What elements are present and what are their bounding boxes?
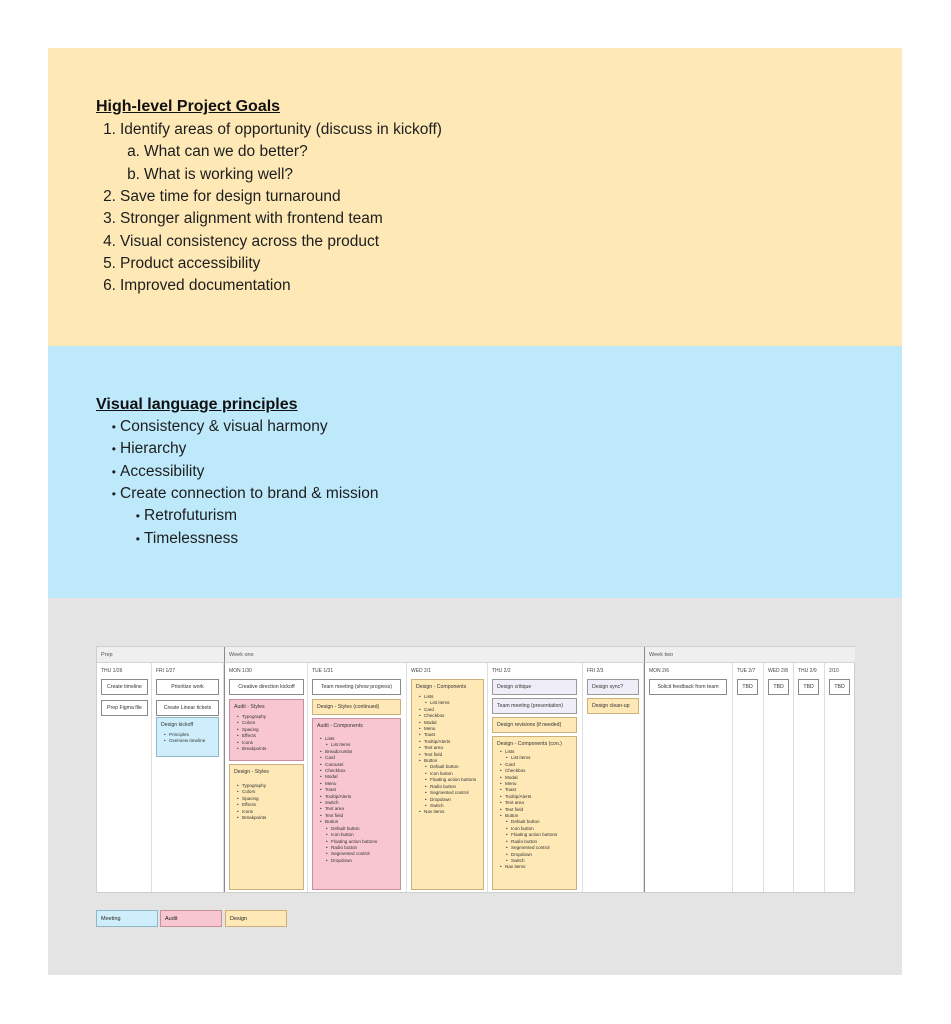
list-item: • Typography (242, 714, 299, 720)
card-design-styles[interactable] (229, 764, 304, 890)
kickoff-list (161, 732, 214, 745)
list-item: • Spacing (242, 727, 299, 733)
day-label: FRI 2/3 (587, 668, 604, 674)
list-item: • Text field (424, 752, 479, 758)
list-item: • Toast (325, 787, 396, 793)
card-tbd[interactable]: TBD (798, 679, 819, 695)
list-item: • Icons (242, 740, 299, 746)
goals-title: High-level Project Goals (96, 98, 281, 115)
day-column (224, 663, 308, 892)
list-item: • Nav items (424, 809, 479, 815)
list-item: • Menu (424, 726, 479, 732)
list-item: • Text area (424, 745, 479, 751)
card-design-components[interactable] (411, 679, 484, 890)
timeline-board (96, 646, 855, 893)
card-design-critique[interactable]: Design critique (492, 679, 577, 695)
card-design-cleanup[interactable]: Design clean-up (587, 698, 639, 714)
card-solicit-feedback[interactable]: Solicit feedback from team (649, 679, 727, 695)
list-item: • Default button (325, 826, 396, 832)
day-column (794, 663, 825, 892)
week-header-week-two: Week two (644, 647, 855, 663)
list-item: • Card (424, 707, 479, 713)
list-item: • Modal (424, 720, 479, 726)
card-create-linear[interactable]: Create Linear tickets (156, 700, 219, 716)
day-label: FRI 1/27 (156, 668, 176, 674)
list-item: • Toast (505, 787, 572, 793)
card-prioritize[interactable]: Prioritize work (156, 679, 219, 695)
day-label: TUE 2/7 (737, 668, 756, 674)
list-item: • Floating action buttons (424, 777, 479, 783)
list-item: • Checkbox (325, 768, 396, 774)
list-item: • Carousel (325, 762, 396, 768)
day-column (644, 663, 733, 892)
day-column (308, 663, 407, 892)
components-list (497, 749, 572, 871)
day-label: 2/10 (829, 668, 839, 674)
list-item: • Breadcrumbs (325, 749, 396, 755)
card-title: Design - Styles (234, 769, 269, 775)
day-column (583, 663, 644, 892)
day-label: THU 2/2 (492, 668, 511, 674)
card-team-meeting-show[interactable]: Team meeting (show progress) (312, 679, 401, 695)
day-label: THU 2/9 (798, 668, 817, 674)
list-item: • Default button (505, 819, 572, 825)
list-item: • Modal (325, 774, 396, 780)
list-item: • Menu (325, 781, 396, 787)
list-item: • Lists (424, 694, 479, 700)
list-item: • Tooltip/Alerts (424, 739, 479, 745)
card-audit-components[interactable] (312, 718, 401, 890)
card-design-revisions[interactable]: Design revisions (if needed) (492, 717, 577, 733)
list-item: • Text area (325, 806, 396, 812)
list-item: • Icon button (325, 832, 396, 838)
list-item: • Text area (505, 800, 572, 806)
day-column (488, 663, 583, 892)
day-label: MON 2/6 (649, 668, 670, 674)
list-item: • Dropdown (505, 852, 572, 858)
styles-list (234, 783, 299, 821)
day-column (97, 663, 152, 892)
day-column (764, 663, 794, 892)
list-item: • Lists (505, 749, 572, 755)
list-item: • Radio button (424, 784, 479, 790)
list-item: • Spacing (242, 796, 299, 802)
list-item: • Segmented control (424, 790, 479, 796)
card-title: Design - Components (416, 684, 467, 690)
list-item: • Colors (242, 789, 299, 795)
list-item: • Effects (242, 733, 299, 739)
week-header-week-one: Week one (224, 647, 644, 663)
card-title: Audit - Styles (234, 704, 265, 710)
day-column (733, 663, 764, 892)
day-label: WED 2/8 (768, 668, 789, 674)
timeline-section (48, 598, 902, 975)
list-item: • Text field (325, 813, 396, 819)
list-item: • Dropdown (325, 858, 396, 864)
day-column (152, 663, 224, 892)
week-header-prep: Prep (97, 647, 224, 663)
card-design-kickoff[interactable] (156, 717, 219, 757)
list-item: • Floating action buttons (325, 839, 396, 845)
card-team-meeting-presentation[interactable]: Team meeting (presentation) (492, 698, 577, 714)
list-item: • Modal (505, 775, 572, 781)
day-column (825, 663, 854, 892)
components-list (416, 694, 479, 816)
list-item: • Card (325, 755, 396, 761)
list-item: • Switch (325, 800, 396, 806)
list-item: • Principles (169, 732, 214, 738)
card-design-sync[interactable]: Design sync? (587, 679, 639, 695)
list-item: • Icon button (424, 771, 479, 777)
card-audit-styles[interactable] (229, 699, 304, 761)
day-label: TUE 1/31 (312, 668, 334, 674)
list-item: • List items (505, 755, 572, 761)
legend-meeting: Meeting (96, 910, 158, 927)
card-tbd[interactable]: TBD (829, 679, 850, 695)
card-design-styles-continued[interactable]: Design - Styles (continued) (312, 699, 401, 715)
card-title: Audit - Components (317, 723, 363, 729)
list-item: • Icon button (505, 826, 572, 832)
day-label: MON 1/30 (229, 668, 252, 674)
list-item: • Segmented control (325, 851, 396, 857)
list-item: • Checkbox (424, 713, 479, 719)
components-list (317, 736, 396, 864)
list-item: • Radio button (505, 839, 572, 845)
list-item: • Breakpoints (242, 815, 299, 821)
list-item: • Switch (424, 803, 479, 809)
list-item: • Toast (424, 732, 479, 738)
goals-section: High-level Project Goals 1. Identify areas of opportunity (discuss in kickoff) a. What can we do better? b. What is working well? 2. Save time for design turnaround 3. Stronger alignment with frontend team 4. Visual consistency across the product 5. Product accessibility 6. Improved documentation (48, 48, 902, 346)
list-item: • Tooltip/Alerts (325, 794, 396, 800)
day-column (407, 663, 488, 892)
card-create-timeline[interactable]: Create timeline (101, 679, 148, 695)
list-item: • Button (325, 819, 396, 825)
list-item: • Button (505, 813, 572, 819)
list-item: • Overview timeline (169, 738, 214, 744)
list-item: • Menu (505, 781, 572, 787)
card-tbd[interactable]: TBD (768, 679, 789, 695)
list-item: • Effects (242, 802, 299, 808)
list-item: • Typography (242, 783, 299, 789)
day-label: WED 2/1 (411, 668, 432, 674)
list-item: • Dropdown (424, 797, 479, 803)
card-title: Design kickoff (161, 722, 194, 728)
list-item: • Button (424, 758, 479, 764)
list-item: • Card (505, 762, 572, 768)
list-item: • Breakpoints (242, 746, 299, 752)
card-title: Design - Components (con.) (497, 741, 562, 747)
principles-section: Visual language principles • Consistency & visual harmony • Hierarchy • Accessibility • Create connection to brand & mission • Retrofuturism • Timelessness (48, 346, 902, 598)
styles-list (234, 714, 299, 752)
card-tbd[interactable]: TBD (737, 679, 758, 695)
legend-audit: Audit (160, 910, 222, 927)
principles-title: Visual language principles (96, 396, 298, 413)
list-item: • Segmented control (505, 845, 572, 851)
list-item: • Tooltip/Alerts (505, 794, 572, 800)
list-item: • Radio button (325, 845, 396, 851)
list-item: • List items (325, 742, 396, 748)
list-item: • Default button (424, 764, 479, 770)
list-item: • Text field (505, 807, 572, 813)
list-item: • Floating action buttons (505, 832, 572, 838)
list-item: • Nav items (505, 864, 572, 870)
list-item: • Switch (505, 858, 572, 864)
list-item: • Colors (242, 720, 299, 726)
list-item: • Icons (242, 809, 299, 815)
list-item: • Lists (325, 736, 396, 742)
card-creative-direction[interactable]: Creative direction kickoff (229, 679, 304, 695)
card-design-components-con[interactable] (492, 736, 577, 890)
card-prep-figma[interactable]: Prep Figma file (101, 700, 148, 716)
day-label: THU 1/26 (101, 668, 123, 674)
list-item: • List items (424, 700, 479, 706)
list-item: • Checkbox (505, 768, 572, 774)
legend-design: Design (225, 910, 287, 927)
